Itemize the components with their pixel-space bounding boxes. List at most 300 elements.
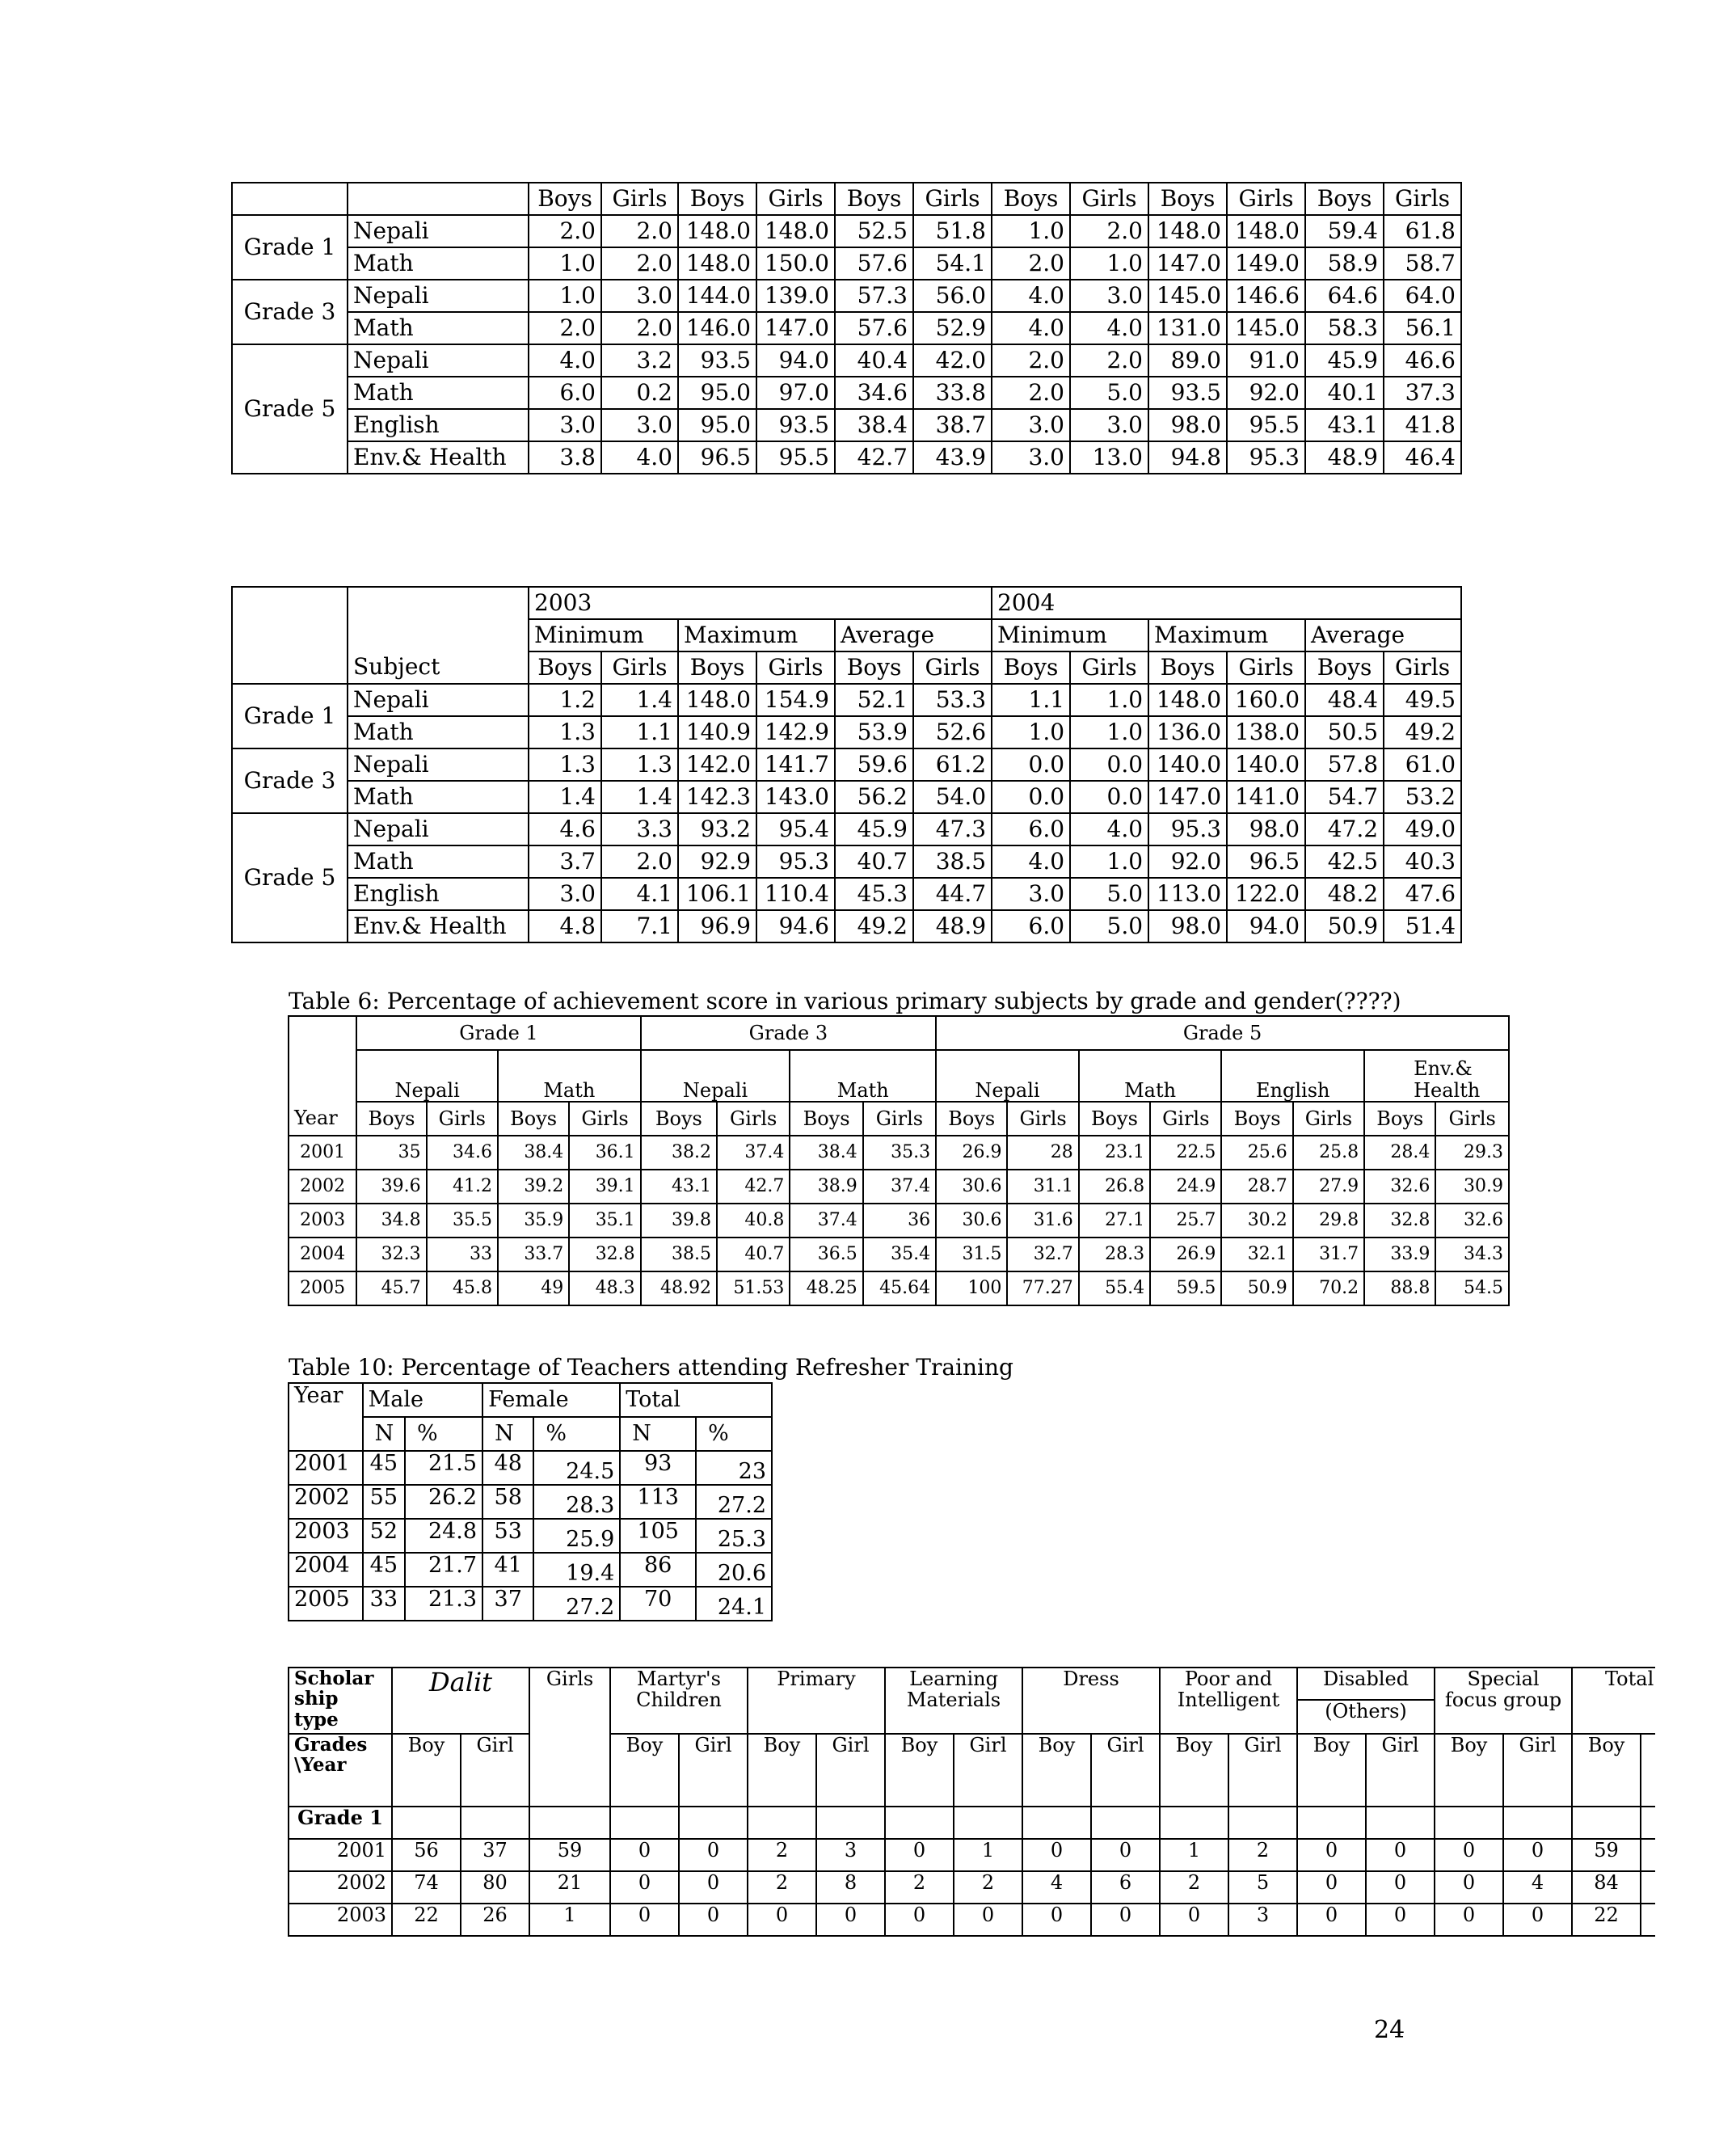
year-cell: 2002 <box>289 1871 392 1904</box>
grade-label: Grade 3 <box>232 280 348 344</box>
value-cell: 33.8 <box>913 377 992 409</box>
subject-label: English <box>348 409 529 441</box>
column-header: Girls <box>1384 183 1461 215</box>
value-cell: 93.5 <box>756 409 835 441</box>
value-cell: 34.6 <box>835 377 913 409</box>
empty-cell <box>748 1807 816 1839</box>
value-cell: 52.9 <box>913 312 992 344</box>
grade-row-label: Grade 1 <box>289 1807 392 1839</box>
empty-cell <box>1160 1807 1228 1839</box>
column-header: Girls <box>1227 651 1305 684</box>
stat-header: Minimum <box>529 619 678 651</box>
value-cell: 61.0 <box>1384 748 1461 781</box>
value-cell: 0 <box>885 1839 954 1871</box>
value-cell: 32.1 <box>1221 1238 1292 1271</box>
table-row <box>289 1271 1509 1305</box>
value-cell: 25.3 <box>696 1519 772 1553</box>
value-cell: 0 <box>1297 1871 1366 1904</box>
value-cell: 94.0 <box>1227 910 1305 942</box>
value-cell: 35 <box>356 1136 426 1170</box>
value-cell: 51.4 <box>1384 910 1461 942</box>
value-cell: 64.6 <box>1305 280 1384 312</box>
value-cell: 2.0 <box>601 312 678 344</box>
value-cell: 154.9 <box>756 684 835 716</box>
value-cell: 48.3 <box>569 1271 640 1305</box>
value-cell: 51.8 <box>913 215 992 247</box>
value-cell: 58 <box>482 1485 533 1519</box>
table-row <box>232 878 1461 910</box>
value-cell: 33.9 <box>1364 1238 1435 1271</box>
value-cell: 105 <box>620 1519 696 1553</box>
value-cell: 148.0 <box>1227 215 1305 247</box>
value-cell: 23.1 <box>1079 1136 1150 1170</box>
value-cell: 145.0 <box>1227 312 1305 344</box>
value-cell: 95.5 <box>756 441 835 474</box>
value-cell: 0 <box>1435 1904 1503 1936</box>
value-cell: 100 <box>936 1271 1007 1305</box>
value-cell: 1.0 <box>1070 684 1148 716</box>
value-cell: 0 <box>679 1871 748 1904</box>
value-cell: 3.3 <box>601 813 678 845</box>
table-row <box>289 1451 772 1485</box>
value-cell: 23 <box>696 1451 772 1485</box>
girl-header: Girl <box>1091 1734 1160 1807</box>
value-cell: 29.8 <box>1293 1204 1364 1238</box>
subject-header: English <box>1221 1050 1364 1102</box>
value-cell: 28.3 <box>1079 1238 1150 1271</box>
year-header: Year <box>289 1102 356 1136</box>
value-cell: 52.1 <box>835 684 913 716</box>
value-cell: 35.3 <box>863 1136 936 1170</box>
value-cell: 28.3 <box>533 1485 620 1519</box>
value-cell: 0 <box>954 1904 1022 1936</box>
year-header: 2004 <box>992 587 1461 619</box>
subject-label: Nepali <box>348 748 529 781</box>
value-cell: 31.7 <box>1293 1238 1364 1271</box>
value-cell: 140.9 <box>678 716 756 748</box>
subject-label: Math <box>348 845 529 878</box>
value-cell: 26.9 <box>1150 1238 1221 1271</box>
value-cell: 45.7 <box>356 1271 426 1305</box>
value-cell: 0 <box>1366 1871 1435 1904</box>
value-cell: 91.0 <box>1227 344 1305 377</box>
value-cell: 2.0 <box>601 215 678 247</box>
value-cell: 24.9 <box>1150 1170 1221 1204</box>
value-cell: 95.5 <box>1227 409 1305 441</box>
value-cell: 0 <box>1297 1904 1366 1936</box>
value-cell: 64.0 <box>1384 280 1461 312</box>
group-header: Male <box>363 1383 482 1417</box>
subject-label: Math <box>348 312 529 344</box>
value-cell: 57.8 <box>1305 748 1384 781</box>
value-cell: 0 <box>610 1839 679 1871</box>
value-cell: 148.0 <box>756 215 835 247</box>
girl-header: Girl <box>954 1734 1022 1807</box>
value-cell: 92.0 <box>1148 845 1227 878</box>
value-cell: 39.8 <box>641 1204 717 1238</box>
value-cell: 1.4 <box>529 781 601 813</box>
value-cell: 6 <box>1091 1871 1160 1904</box>
value-cell: 1.1 <box>992 684 1070 716</box>
table-row <box>289 1871 1709 1904</box>
column-header: Girls <box>717 1102 790 1136</box>
value-cell: 2 <box>748 1871 816 1904</box>
value-cell: 48.2 <box>1305 878 1384 910</box>
value-cell: 2 <box>954 1871 1022 1904</box>
value-cell: 142.3 <box>678 781 756 813</box>
year-cell: 2001 <box>289 1839 392 1871</box>
value-cell: 38.4 <box>790 1136 862 1170</box>
table-row <box>232 716 1461 748</box>
column-header: Boys <box>529 651 601 684</box>
value-cell: 146.0 <box>678 312 756 344</box>
value-cell: 8 <box>816 1871 885 1904</box>
value-cell: 21 <box>529 1871 610 1904</box>
value-cell: 53.3 <box>913 684 992 716</box>
value-cell: 4 <box>1022 1871 1091 1904</box>
table-row <box>289 1839 1709 1871</box>
table-row <box>289 1904 1709 1936</box>
value-cell: 2.0 <box>1070 215 1148 247</box>
value-cell: 47.2 <box>1305 813 1384 845</box>
value-cell: 37 <box>482 1587 533 1621</box>
value-cell: 1.3 <box>601 748 678 781</box>
column-header: Boys <box>498 1102 569 1136</box>
subject-label: Math <box>348 247 529 280</box>
learning-header: Learning Materials <box>885 1668 1022 1734</box>
value-cell: 6.0 <box>992 813 1070 845</box>
value-cell: 0.2 <box>601 377 678 409</box>
subject-header: Nepali <box>936 1050 1079 1102</box>
empty-cell <box>1572 1807 1641 1839</box>
value-cell: 27.2 <box>696 1485 772 1519</box>
value-cell: 54.5 <box>1435 1271 1509 1305</box>
year-cell: 2002 <box>289 1485 363 1519</box>
column-header: Boys <box>678 651 756 684</box>
table6-caption: Table 6: Percentage of achievement score in various primary subjects by grade and gender(????) <box>289 988 1401 1014</box>
value-cell: 32.6 <box>1364 1170 1435 1204</box>
value-cell: 95.3 <box>1148 813 1227 845</box>
empty-cell <box>1022 1807 1091 1839</box>
column-header: Girls <box>863 1102 936 1136</box>
value-cell: 22 <box>392 1904 461 1936</box>
value-cell: 4.0 <box>992 280 1070 312</box>
table-row <box>232 377 1461 409</box>
value-cell: 3.0 <box>529 409 601 441</box>
sub-header: N <box>482 1417 533 1451</box>
value-cell: 43.1 <box>641 1170 717 1204</box>
value-cell: 45 <box>363 1451 405 1485</box>
value-cell: 3.0 <box>1070 409 1148 441</box>
value-cell: 58.3 <box>1305 312 1384 344</box>
subject-label: Nepali <box>348 684 529 716</box>
value-cell: 148.0 <box>1148 215 1227 247</box>
column-header: Boys <box>790 1102 862 1136</box>
value-cell: 88.8 <box>1364 1271 1435 1305</box>
sub-header: % <box>533 1417 620 1451</box>
table-row <box>289 1238 1509 1271</box>
value-cell: 4.0 <box>529 344 601 377</box>
value-cell: 0 <box>1022 1839 1091 1871</box>
value-cell: 32.8 <box>569 1238 640 1271</box>
value-cell: 38.5 <box>641 1238 717 1271</box>
value-cell: 77.27 <box>1007 1271 1078 1305</box>
subject-label: Math <box>348 377 529 409</box>
value-cell: 49.2 <box>1384 716 1461 748</box>
value-cell: 110.4 <box>756 878 835 910</box>
value-cell: 5.0 <box>1070 377 1148 409</box>
value-cell: 5 <box>1228 1871 1297 1904</box>
column-header: Girls <box>427 1102 498 1136</box>
value-cell: 147.0 <box>1148 247 1227 280</box>
value-cell: 25.7 <box>1150 1204 1221 1238</box>
column-header: Girls <box>1293 1102 1364 1136</box>
year-cell: 2004 <box>289 1553 363 1587</box>
table-achievement-2003-2004 <box>231 586 1462 943</box>
value-cell: 1.4 <box>601 684 678 716</box>
value-cell: 2 <box>1228 1839 1297 1871</box>
value-cell: 39.6 <box>356 1170 426 1204</box>
value-cell: 149.0 <box>1227 247 1305 280</box>
girl-header: Girl <box>1228 1734 1297 1807</box>
empty-cell <box>392 1807 461 1839</box>
value-cell: 1.0 <box>1070 247 1148 280</box>
value-cell: 26 <box>461 1904 529 1936</box>
primary-header: Primary <box>748 1668 885 1734</box>
value-cell: 2.0 <box>529 215 601 247</box>
boy-header: Boy <box>1435 1734 1503 1807</box>
value-cell: 40.1 <box>1305 377 1384 409</box>
value-cell: 48.92 <box>641 1271 717 1305</box>
value-cell: 48.9 <box>1305 441 1384 474</box>
value-cell: 35.4 <box>863 1238 936 1271</box>
subject-label: Math <box>348 716 529 748</box>
column-header: Boys <box>992 651 1070 684</box>
column-header: Girls <box>1150 1102 1221 1136</box>
value-cell: 2.0 <box>992 377 1070 409</box>
value-cell: 138.0 <box>1227 716 1305 748</box>
year-cell: 2003 <box>289 1519 363 1553</box>
table-row <box>289 1204 1509 1238</box>
value-cell: 1.3 <box>529 748 601 781</box>
value-cell: 0 <box>748 1904 816 1936</box>
value-cell: 2.0 <box>992 247 1070 280</box>
value-cell: 4.1 <box>601 878 678 910</box>
value-cell: 46.6 <box>1384 344 1461 377</box>
value-cell: 0 <box>1091 1904 1160 1936</box>
empty-cell <box>232 183 348 215</box>
empty-cell <box>1435 1807 1503 1839</box>
year-cell: 2001 <box>289 1451 363 1485</box>
column-header: Girls <box>1070 183 1148 215</box>
empty-cell <box>610 1807 679 1839</box>
value-cell: 96.5 <box>678 441 756 474</box>
value-cell: 2.0 <box>529 312 601 344</box>
girl-header: Girl <box>461 1734 529 1807</box>
value-cell: 70 <box>620 1587 696 1621</box>
value-cell: 59.4 <box>1305 215 1384 247</box>
value-cell: 26.2 <box>405 1485 482 1519</box>
table10-caption: Table 10: Percentage of Teachers attending Refresher Training <box>289 1354 1013 1381</box>
table-row <box>232 684 1461 716</box>
value-cell: 45.3 <box>835 878 913 910</box>
value-cell: 148.0 <box>678 684 756 716</box>
value-cell: 36.1 <box>569 1136 640 1170</box>
table-row <box>232 781 1461 813</box>
value-cell: 27.1 <box>1079 1204 1150 1238</box>
value-cell: 41.2 <box>427 1170 498 1204</box>
year-cell: 2004 <box>289 1238 356 1271</box>
subject-label: English <box>348 878 529 910</box>
column-header: Girls <box>601 651 678 684</box>
others-header: (Others) <box>1297 1700 1435 1734</box>
value-cell: 0.0 <box>1070 781 1148 813</box>
value-cell: 41 <box>482 1553 533 1587</box>
value-cell: 21.3 <box>405 1587 482 1621</box>
value-cell: 131.0 <box>1148 312 1227 344</box>
value-cell: 122.0 <box>1227 878 1305 910</box>
value-cell: 146.6 <box>1227 280 1305 312</box>
value-cell: 41.8 <box>1384 409 1461 441</box>
value-cell: 106.1 <box>678 878 756 910</box>
value-cell: 95.3 <box>1227 441 1305 474</box>
value-cell: 44.7 <box>913 878 992 910</box>
value-cell: 144.0 <box>678 280 756 312</box>
value-cell: 95.4 <box>756 813 835 845</box>
table-row <box>232 441 1461 474</box>
value-cell: 49.2 <box>835 910 913 942</box>
column-header: Girls <box>756 183 835 215</box>
value-cell: 45.64 <box>863 1271 936 1305</box>
value-cell: 2 <box>1160 1871 1228 1904</box>
value-cell: 54.7 <box>1305 781 1384 813</box>
value-cell: 113.0 <box>1148 878 1227 910</box>
table-6 <box>288 1015 1510 1306</box>
value-cell: 33 <box>427 1238 498 1271</box>
value-cell: 74 <box>392 1871 461 1904</box>
value-cell: 33.7 <box>498 1238 569 1271</box>
value-cell: 0 <box>1091 1839 1160 1871</box>
value-cell: 0 <box>1297 1839 1366 1871</box>
value-cell: 1.1 <box>601 716 678 748</box>
value-cell: 48.9 <box>913 910 992 942</box>
subject-header: Math <box>790 1050 936 1102</box>
value-cell: 3.0 <box>601 409 678 441</box>
value-cell: 0 <box>610 1871 679 1904</box>
value-cell: 53.2 <box>1384 781 1461 813</box>
value-cell: 59 <box>529 1839 610 1871</box>
value-cell: 30.2 <box>1221 1204 1292 1238</box>
value-cell: 27.9 <box>1293 1170 1364 1204</box>
value-cell: 37.4 <box>863 1170 936 1204</box>
value-cell: 70.2 <box>1293 1271 1364 1305</box>
value-cell: 58.7 <box>1384 247 1461 280</box>
value-cell: 36.5 <box>790 1238 862 1271</box>
value-cell: 2.0 <box>1070 344 1148 377</box>
table-row <box>232 845 1461 878</box>
value-cell: 98.0 <box>1227 813 1305 845</box>
boy-header: Boy <box>1297 1734 1366 1807</box>
value-cell: 96.9 <box>678 910 756 942</box>
value-cell: 4.0 <box>1070 312 1148 344</box>
value-cell: 29.3 <box>1435 1136 1509 1170</box>
value-cell: 142.9 <box>756 716 835 748</box>
value-cell: 32.8 <box>1364 1204 1435 1238</box>
value-cell: 52 <box>363 1519 405 1553</box>
value-cell: 40.4 <box>835 344 913 377</box>
value-cell: 3 <box>1228 1904 1297 1936</box>
value-cell: 40.3 <box>1384 845 1461 878</box>
column-header: Boys <box>992 183 1070 215</box>
value-cell: 143.0 <box>756 781 835 813</box>
value-cell: 95.3 <box>756 845 835 878</box>
value-cell: 3.0 <box>992 409 1070 441</box>
empty-cell <box>954 1807 1022 1839</box>
value-cell: 21.5 <box>405 1451 482 1485</box>
value-cell: 3.8 <box>529 441 601 474</box>
empty-cell <box>1366 1807 1435 1839</box>
empty-cell <box>816 1807 885 1839</box>
empty-cell <box>529 1807 610 1839</box>
value-cell: 45 <box>363 1553 405 1587</box>
value-cell: 1.0 <box>992 716 1070 748</box>
value-cell: 38.5 <box>913 845 992 878</box>
girl-header: Girl <box>679 1734 748 1807</box>
value-cell: 0 <box>885 1904 954 1936</box>
value-cell: 3.0 <box>1070 280 1148 312</box>
column-header: Girls <box>756 651 835 684</box>
value-cell: 52.6 <box>913 716 992 748</box>
column-header: Girls <box>913 651 992 684</box>
value-cell: 24.8 <box>405 1519 482 1553</box>
girl-header: Girl <box>1503 1734 1572 1807</box>
value-cell: 2.0 <box>992 344 1070 377</box>
table-row <box>289 1587 772 1621</box>
value-cell: 0.0 <box>992 781 1070 813</box>
value-cell: 49 <box>498 1271 569 1305</box>
table-row <box>232 813 1461 845</box>
value-cell: 4 <box>1503 1871 1572 1904</box>
value-cell: 4.0 <box>992 312 1070 344</box>
column-header: Boys <box>936 1102 1007 1136</box>
grade-label: Grade 1 <box>232 215 348 280</box>
table-row <box>232 344 1461 377</box>
value-cell: 47.6 <box>1384 878 1461 910</box>
empty-cell <box>1228 1807 1297 1839</box>
value-cell: 0 <box>679 1839 748 1871</box>
column-header: Girls <box>1435 1102 1509 1136</box>
page-number: 24 <box>1374 2016 1405 2044</box>
value-cell: 24.5 <box>533 1451 620 1485</box>
value-cell: 47.3 <box>913 813 992 845</box>
value-cell: 58.9 <box>1305 247 1384 280</box>
value-cell: 1.0 <box>992 215 1070 247</box>
value-cell: 0 <box>1503 1839 1572 1871</box>
value-cell: 46.4 <box>1384 441 1461 474</box>
value-cell: 0.0 <box>992 748 1070 781</box>
value-cell: 19.4 <box>533 1553 620 1587</box>
table-row <box>289 1170 1509 1204</box>
grade-header: Grade 5 <box>936 1016 1509 1050</box>
year-header: Year <box>289 1383 363 1451</box>
value-cell: 2.0 <box>601 845 678 878</box>
value-cell: 50.5 <box>1305 716 1384 748</box>
value-cell: 95.0 <box>678 409 756 441</box>
value-cell: 56.2 <box>835 781 913 813</box>
value-cell: 48.25 <box>790 1271 862 1305</box>
value-cell: 50.9 <box>1221 1271 1292 1305</box>
value-cell: 3.2 <box>601 344 678 377</box>
